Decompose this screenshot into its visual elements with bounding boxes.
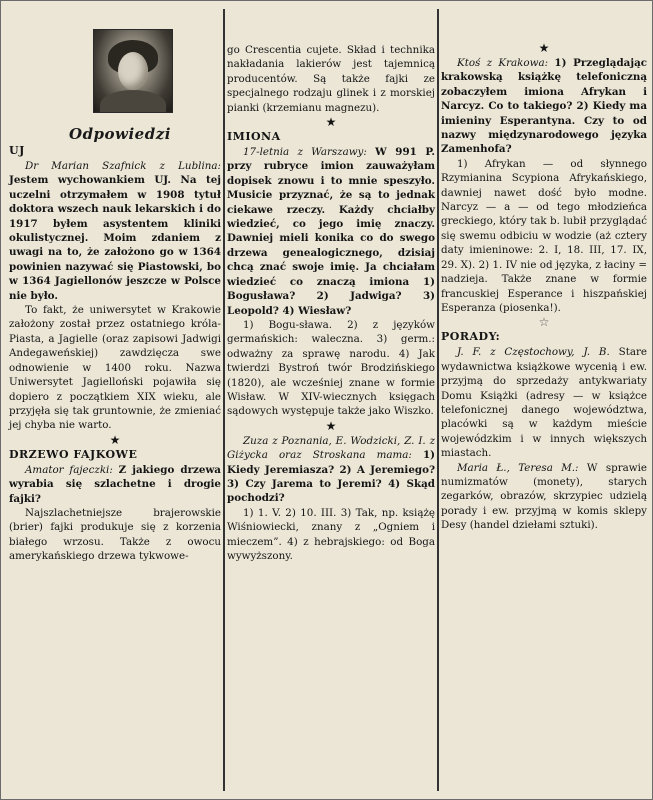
column-1 [9,1,221,564]
star-separator: ★ [109,432,121,447]
column-divider [223,9,225,791]
porady-answer-text: Stare wydawnictwa książkowe wycenią i ew. przyjmą do sprzedaży antykwariaty Domu Książki (adresy — w książce telefonicznej danego województwa, placówki są w każdym mieście wojewódzkim i w innych większych miastach. [441,346,647,460]
porady-answer-2 [441,461,647,533]
author-portrait-photo [93,29,173,113]
ktos-question-text: 1) Przeglądając krakowską książkę telefoniczną zobaczyłem imiona Afrykan i Narcyz. Co to takiego? 2) Kiedy ma imieniny Esperantyna. Czy to od nazwy międzynarodowego języka Zamenhofa? [441,57,648,156]
section-heading-drzewo-fajkowe: DRZEWO FAJKOWE [9,447,138,461]
zuza-answer: 1) 1. V. 2) 10. III. 3) Tak, np. książę Wiśniowiecki, znany z „Ogniem i mieczem”. 4) z hebrajskiego: od Boga wywyższony. [227,506,435,562]
column-title: Odpowiedzi [69,125,171,143]
porady-question-authors: J. F. z Częstochowy, J. B. [457,346,610,359]
ktos-answer: 1) Afrykan — od słynnego Rzymianina Scypiona Afrykańskiego, dawniej nawet dość było modne. Narcyz — a — od tego młodzieńca greckiego, który tak b. lubił przyglądać się swemu odbiciu w wodzie (aż cztery daty imieninowe: 2. I, 18. III, 17. IX, 29. X). 2) 1. IV nie od języka, z łaciny = nadzieja. Także znane w formie francuskiej Esperance i hiszpańskiej Esperanza (piosenka!). [441,157,647,314]
ktos-question-author: Ktoś z Krakowa: [457,57,549,69]
section-heading-porady: PORADY: [441,330,501,344]
drzewo-answer-continued: go Crescentia cujete. Skład i technika nakładania lakierów jest tajemnicą producentów. Są także fajki ze specjalnego rodzaju glinek i z morskiej pianki (krzemianu magnezu). [227,44,435,114]
porady-answer-1 [441,345,647,460]
hollow-star-separator: ☆ [538,315,550,330]
uj-question [9,159,221,303]
imiona-question-text: W 991 P. przy rubryce imion zauważyłam dopisek znowu i to mnie speszyło. Musicie przyznać, że są to jednak ciekawe rzeczy. Każdy chciałby wiedzieć, co jego imię znaczy. Dawniej mieli konika co do swego drzewa genealogicznego, dzisiaj chcą znać swoje imię. Ja chciałam wiedzieć co znaczą imiona 1) Bogusława? 2) Jadwiga? 3) Leopold? 4) Wiesław? [227,146,435,317]
star-separator: ★ [325,115,337,130]
star-separator: ★ [538,41,550,55]
zuza-question-text: 1) Kiedy Jeremiasza? 2) A Jeremiego? 3) Czy Jarema to Jeremi? 4) Skąd pochodzi? [227,449,435,505]
maria-answer-text: W sprawie numizmatów (monety), starych zegarków, obrazów, skrzypiec udzielą porady i ew. przyjmą w komis sklepy Desy (handel dziełami sztuki). [441,461,647,532]
uj-question-author: Dr Marian Szafnick z Lublina: [25,160,221,172]
uj-answer: To fakt, że uniwersytet w Krakowie założony został przez ostatniego króla-Piasta, a Jagielle (oraz zapisowi Jadwigi Andegaweńskiej) zawdzięcza swe odnowienie w 1400 roku. Nazwa Uniwersytet Jagielloński pojawiła się dopiero z początkiem XIX wieku, ale przyjęła się tak gruntownie, że zmieniać jej chyba nie warto. [9,304,221,432]
zuza-question [227,434,435,506]
section-heading-imiona: IMIONA [227,130,281,144]
uj-question-text: Jestem wychowankiem UJ. Na tej uczelni otrzymałem w 1908 tytuł doktora wszech nauk lekarskich i do 1917 byłem asystentem kliniki okulistycznej. Moim zdaniem z uwagi na to, że założono go w 1364 powinien nazywać się Piastowski, bo w 1364 Jagiellonów jeszcze w Polsce nie było. [9,174,221,302]
column-3 [441,1,647,533]
drzewo-question-author: Amator fajeczki: [25,463,113,476]
section-heading-uj: UJ [9,144,25,157]
maria-question-authors: Maria Ł., Teresa M.: [457,461,579,474]
imiona-answer: 1) Bogu-sława. 2) z języków germańskich: waleczna. 3) germ.: odważny za sprawę narodu. 4) Jak twierdzi Bystroń twór Brodzińskiego (1820), ale wcześniej znane w formie Wisław. W XIV-wiecznych księgach sądowych występuje także jako Wiszko. [227,318,435,418]
imiona-question-author: 17-letnia z Warszawy: [243,146,367,159]
drzewo-question [9,463,221,506]
column-divider [437,9,439,791]
drzewo-answer: Najszlachetniejsze brajerowskie (brier) fajki produkuje się z korzenia białego wrzosu. Także z owocu amerykańskiego drzewa tykwowe- [9,506,221,563]
column-2 [227,1,435,563]
drzewo-question-text: Z jakiego drzewa wyrabia się szlachetne i drogie fajki? [9,463,221,505]
zuza-question-authors: Zuza z Poznania, E. Wodzicki, Z. I. z Giżycka oraz Stroskana mama: [227,434,435,462]
imiona-question [227,145,435,318]
star-separator: ★ [325,418,337,433]
ktos-question [441,56,647,157]
